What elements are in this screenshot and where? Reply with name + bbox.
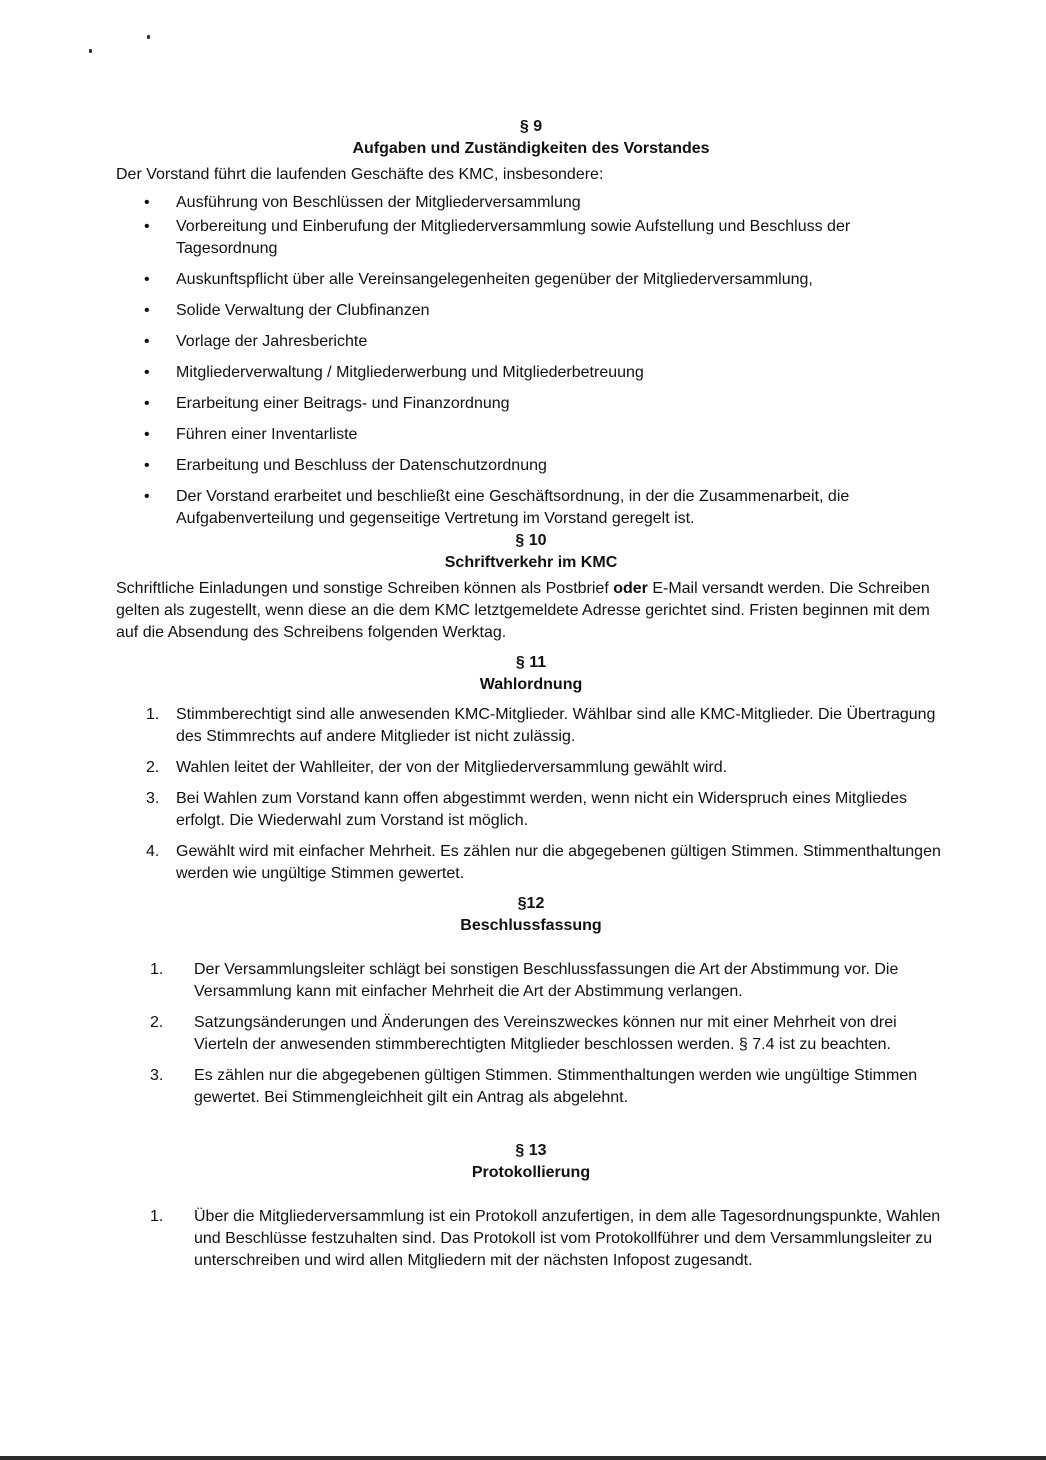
section-intro: Der Vorstand führt die laufenden Geschäfte des KMC, insbesondere:: [116, 166, 604, 183]
page-bottom-edge: [0, 1456, 1046, 1460]
list-item-text: Stimmberechtigt sind alle anwesenden KMC-Mitglieder. Wählbar sind alle KMC-Mitglieder. Die Übertragung des Stimmrechts auf andere Mitglieder ist nicht zulässig.: [176, 706, 936, 745]
list-item-text: Erarbeitung und Beschluss der Datenschutzordnung: [176, 457, 547, 474]
numbered-list: [116, 959, 946, 1109]
list-item: [116, 1206, 946, 1272]
list-item-text: Bei Wahlen zum Vorstand kann offen abgestimmt werden, wenn nicht ein Widerspruch eines Mitgliedes erfolgt. Die Wiederwahl zum Vorstand ist möglich.: [176, 790, 908, 829]
list-item-text: Solide Verwaltung der Clubfinanzen: [176, 302, 430, 319]
section-number: § 10: [515, 532, 547, 549]
list-item: [116, 486, 946, 530]
section-11: [116, 652, 946, 885]
list-item: [116, 757, 946, 779]
list-item-text: Vorbereitung und Einberufung der Mitgliederversammlung sowie Aufstellung und Beschluss der Tagesordnung: [176, 218, 851, 257]
list-item-text: Es zählen nur die abgegebenen gültigen Stimmen. Stimmenthaltungen werden wie ungültige Stimmen gewertet. Bei Stimmengleichheit gilt ein Antrag als abgelehnt.: [194, 1067, 918, 1106]
item-number: 2.: [146, 759, 160, 776]
list-item-text: Der Versammlungsleiter schlägt bei sonstigen Beschlussfassungen die Art der Abstimmung vor. Die Versammlung kann mit einfacher Mehrheit die Art der Abstimmung verlangen.: [194, 961, 899, 1000]
list-item: [116, 959, 946, 1003]
list-item-text: Satzungsänderungen und Änderungen des Vereinszweckes können nur mit einer Mehrheit von drei Vierteln der anwesenden stimmberechtigten Mitglieder beschlossen werden. § 7.4 ist zu beachten.: [194, 1014, 897, 1053]
list-item: [116, 269, 946, 291]
scan-speck: [147, 35, 150, 39]
section-9: [116, 116, 946, 530]
bullet-icon: •: [144, 395, 150, 412]
bullet-icon: •: [144, 194, 150, 211]
bullet-list: [116, 192, 946, 530]
numbered-list: [116, 1206, 946, 1272]
list-item: [116, 788, 946, 832]
bullet-icon: •: [144, 457, 150, 474]
bullet-icon: •: [144, 218, 150, 235]
list-item: [116, 455, 946, 477]
list-item-text: Auskunftspflicht über alle Vereinsangelegenheiten gegenüber der Mitgliederversammlung,: [176, 271, 813, 288]
scan-speck: [89, 49, 92, 53]
list-item-text: Der Vorstand erarbeitet und beschließt eine Geschäftsordnung, in der die Zusammenarbeit, die Aufgabenverteilung und gegenseitige Vertretung im Vorstand geregelt ist.: [176, 488, 850, 527]
list-item: [116, 1012, 946, 1056]
section-title: Beschlussfassung: [460, 917, 602, 934]
section-title: Aufgaben und Zuständigkeiten des Vorstandes: [352, 140, 710, 157]
item-number: 1.: [150, 1208, 164, 1225]
section-title: Protokollierung: [471, 1164, 591, 1181]
bullet-icon: •: [144, 426, 150, 443]
item-number: 1.: [150, 961, 164, 978]
list-item: [116, 841, 946, 885]
list-item: [116, 362, 946, 384]
list-item: [116, 393, 946, 415]
list-item-text: Vorlage der Jahresberichte: [176, 333, 368, 350]
item-number: 4.: [146, 843, 160, 860]
item-number: 3.: [146, 790, 160, 807]
numbered-list: [116, 704, 946, 885]
bullet-icon: •: [144, 271, 150, 288]
list-item: [116, 192, 946, 214]
item-number: 3.: [150, 1067, 164, 1084]
list-item: [116, 216, 946, 260]
section-number: § 9: [519, 118, 543, 135]
section-number: § 11: [515, 654, 547, 671]
paragraph-text: E-Mail versandt werden. Die Schreiben gelten als zugestellt, wenn diese an die dem KMC letztgemeldete Adresse gerichtet sind. Fristen beginnen mit dem auf die Absendung des Schreibens folgenden Werktag.: [116, 580, 930, 641]
list-item: [116, 424, 946, 446]
list-item-text: Ausführung von Beschlüssen der Mitgliederversammlung: [176, 194, 581, 211]
list-item-text: Führen einer Inventarliste: [176, 426, 358, 443]
item-number: 1.: [146, 706, 160, 723]
section-13: [116, 1140, 946, 1272]
section-title: Schriftverkehr im KMC: [444, 554, 618, 571]
bullet-icon: •: [144, 333, 150, 350]
document-page: [116, 116, 946, 1281]
bullet-icon: •: [144, 364, 150, 381]
list-item-text: Wahlen leitet der Wahlleiter, der von der Mitgliederversammlung gewählt wird.: [176, 759, 728, 776]
item-number: 2.: [150, 1014, 164, 1031]
section-12: [116, 893, 946, 1109]
list-item: [116, 300, 946, 322]
section-paragraph: [116, 578, 946, 644]
paragraph-text: Schriftliche Einladungen und sonstige Schreiben können als Postbrief: [116, 580, 614, 597]
list-item-text: Gewählt wird mit einfacher Mehrheit. Es zählen nur die abgegebenen gültigen Stimmen. Stimmenthaltungen werden wie ungültige Stimmen gewertet.: [176, 843, 941, 882]
list-item-text: Über die Mitgliederversammlung ist ein Protokoll anzufertigen, in dem alle Tagesordnungspunkte, Wahlen und Beschlüsse festzuhalten sind. Das Protokoll ist vom Protokollführer und dem Versammlungsleiter zu unterschreiben und wird allen Mitgliedern mit der nächsten Infopost zugesandt.: [194, 1208, 941, 1269]
section-number: §12: [517, 895, 545, 912]
list-item-text: Mitgliederverwaltung / Mitgliederwerbung und Mitgliederbetreuung: [176, 364, 644, 381]
bullet-icon: •: [144, 302, 150, 319]
list-item: [116, 704, 946, 748]
section-number: § 13: [515, 1142, 547, 1159]
section-10: [116, 530, 946, 644]
emphasized-word: oder: [613, 580, 648, 597]
bullet-icon: •: [144, 488, 150, 505]
list-item: [116, 1065, 946, 1109]
list-item-text: Erarbeitung einer Beitrags- und Finanzordnung: [176, 395, 510, 412]
section-title: Wahlordnung: [479, 676, 583, 693]
list-item: [116, 331, 946, 353]
